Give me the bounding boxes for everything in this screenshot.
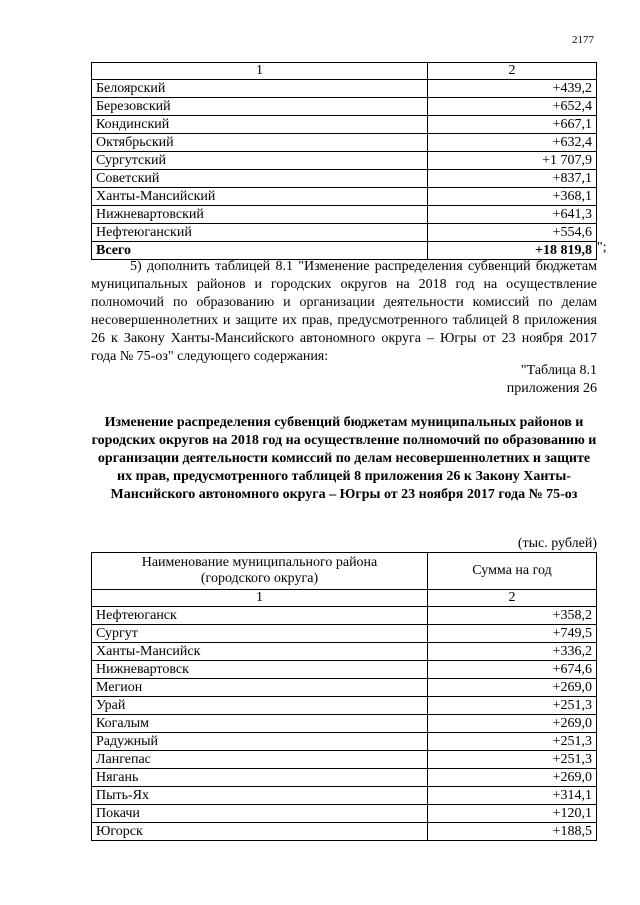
table-row bbox=[92, 679, 597, 697]
table-row bbox=[92, 697, 597, 715]
table-row bbox=[92, 224, 597, 242]
row-value: +674,6 bbox=[428, 661, 597, 679]
table-row bbox=[92, 787, 597, 805]
table-row bbox=[92, 805, 597, 823]
table-row bbox=[92, 751, 597, 769]
units-label: (тыс. рублей) bbox=[517, 536, 597, 551]
total-label: Всего bbox=[92, 242, 428, 260]
header-name-column bbox=[92, 553, 428, 590]
row-name: Ханты-Мансийск bbox=[92, 643, 428, 661]
table-column-numbers bbox=[92, 63, 597, 80]
table-caption bbox=[507, 362, 597, 398]
row-name: Октябрьский bbox=[92, 134, 428, 152]
column-number: 1 bbox=[92, 590, 428, 607]
paragraph-text: 5) дополнить таблицей 8.1 "Изменение распределения субвенций бюджетам муниципальных районов и городских округов на 2018 год на осуществление полномочий по образованию и организации деятельности комиссий по делам несовершеннолетних и защите их прав, предусмотренного таблицей 8 приложения 26 к Закону Ханты-Мансийского автономного округа – Югры от 23 ноября 2017 года № 75-оз" следующего содержания: bbox=[91, 259, 597, 364]
row-name: Покачи bbox=[92, 805, 428, 823]
row-value: +749,5 bbox=[428, 625, 597, 643]
table-row bbox=[92, 188, 597, 206]
row-value: +251,3 bbox=[428, 751, 597, 769]
column-number: 2 bbox=[428, 63, 597, 80]
page-number: 2177 bbox=[572, 34, 594, 46]
row-name: Нижневартовский bbox=[92, 206, 428, 224]
caption-line: приложения 26 bbox=[506, 381, 597, 396]
column-number: 1 bbox=[92, 63, 428, 80]
row-value: +652,4 bbox=[428, 98, 597, 116]
row-value: +439,2 bbox=[428, 80, 597, 98]
table-column-numbers bbox=[92, 590, 597, 607]
row-value: +251,3 bbox=[428, 697, 597, 715]
row-name: Белоярский bbox=[92, 80, 428, 98]
row-name: Сургут bbox=[92, 625, 428, 643]
table-row bbox=[92, 823, 597, 841]
row-value: +314,1 bbox=[428, 787, 597, 805]
table-row bbox=[92, 643, 597, 661]
row-value: +368,1 bbox=[428, 188, 597, 206]
total-value: +18 819,8 bbox=[428, 242, 597, 260]
header-line: (городского округа) bbox=[200, 571, 319, 586]
table-total-row bbox=[92, 242, 597, 260]
section-title: Изменение распределения субвенций бюджетам муниципальных районов и городских округов на 2018 год на осуществление полномочий по образованию и организации деятельности комиссий по делам несовершеннолетних и защите их прав, предусмотренного таблицей 8 приложения 26 к Закону Ханты-Мансийского автономного округа – Югры от 23 ноября 2017 года № 75-оз bbox=[91, 415, 597, 502]
row-value: +251,3 bbox=[428, 733, 597, 751]
row-value: +188,5 bbox=[428, 823, 597, 841]
table-row bbox=[92, 661, 597, 679]
column-number: 2 bbox=[428, 590, 597, 607]
table-row bbox=[92, 625, 597, 643]
row-name: Сургутский bbox=[92, 152, 428, 170]
header-sum-column: Сумма на год bbox=[428, 553, 597, 590]
row-value: +120,1 bbox=[428, 805, 597, 823]
row-name: Нижневартовск bbox=[92, 661, 428, 679]
row-value: +336,2 bbox=[428, 643, 597, 661]
table-row bbox=[92, 206, 597, 224]
row-name: Пыть-Ях bbox=[92, 787, 428, 805]
row-name: Урай bbox=[92, 697, 428, 715]
row-name: Мегион bbox=[92, 679, 428, 697]
table-closing-quote: "; bbox=[597, 240, 607, 255]
row-value: +269,0 bbox=[428, 769, 597, 787]
table-row bbox=[92, 733, 597, 751]
amendment-paragraph bbox=[91, 258, 597, 366]
row-name: Когалым bbox=[92, 715, 428, 733]
row-name: Нефтеюганск bbox=[92, 607, 428, 625]
row-value: +641,3 bbox=[428, 206, 597, 224]
row-name: Ханты-Мансийский bbox=[92, 188, 428, 206]
row-value: +837,1 bbox=[428, 170, 597, 188]
row-name: Советский bbox=[92, 170, 428, 188]
row-name: Березовский bbox=[92, 98, 428, 116]
table-header-row bbox=[92, 553, 597, 590]
row-name: Радужный bbox=[92, 733, 428, 751]
table-row bbox=[92, 170, 597, 188]
row-name: Нягань bbox=[92, 769, 428, 787]
table-row bbox=[92, 607, 597, 625]
row-value: +358,2 bbox=[428, 607, 597, 625]
caption-line: "Таблица 8.1 bbox=[520, 363, 597, 378]
header-line: Наименование муниципального района bbox=[141, 555, 378, 570]
row-name: Югорск bbox=[92, 823, 428, 841]
row-value: +1 707,9 bbox=[428, 152, 597, 170]
table-row bbox=[92, 98, 597, 116]
table-row bbox=[92, 152, 597, 170]
table-row bbox=[92, 134, 597, 152]
row-name: Нефтеюганский bbox=[92, 224, 428, 242]
table-row bbox=[92, 769, 597, 787]
table-city-districts bbox=[91, 552, 597, 841]
table-municipal-districts bbox=[91, 62, 597, 260]
row-value: +269,0 bbox=[428, 715, 597, 733]
row-value: +554,6 bbox=[428, 224, 597, 242]
table-row bbox=[92, 715, 597, 733]
table-row bbox=[92, 80, 597, 98]
table-row bbox=[92, 116, 597, 134]
row-value: +667,1 bbox=[428, 116, 597, 134]
row-name: Кондинский bbox=[92, 116, 428, 134]
row-value: +269,0 bbox=[428, 679, 597, 697]
row-name: Лангепас bbox=[92, 751, 428, 769]
row-value: +632,4 bbox=[428, 134, 597, 152]
